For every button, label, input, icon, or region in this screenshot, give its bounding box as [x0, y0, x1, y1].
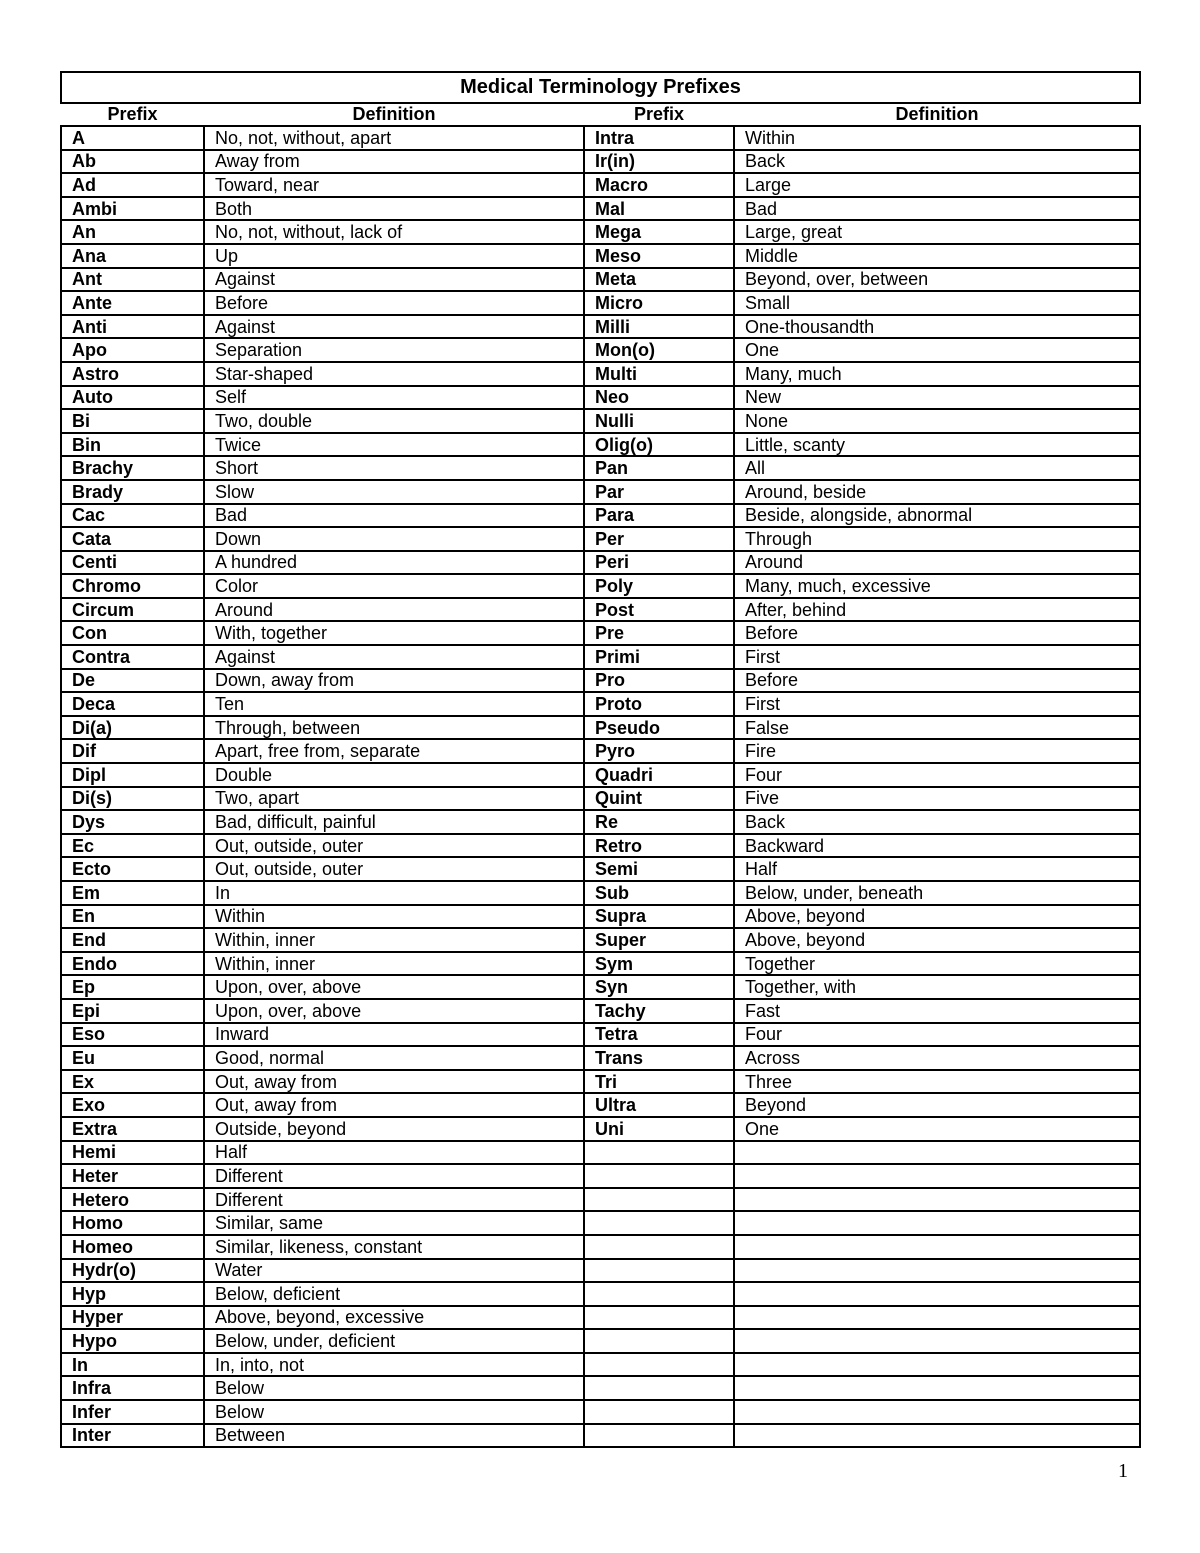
- definition-cell-right: Around: [734, 551, 1140, 575]
- table-row: [61, 928, 1140, 952]
- page-number: 1: [1118, 1460, 1128, 1482]
- definition-cell-right: [734, 1306, 1140, 1330]
- prefix-cell-left: Inter: [61, 1424, 204, 1448]
- definition-cell-left: Star-shaped: [204, 362, 584, 386]
- prefix-cell-left: Infra: [61, 1376, 204, 1400]
- prefix-cell-left: Hyp: [61, 1282, 204, 1306]
- prefix-cell-left: Ant: [61, 268, 204, 292]
- definition-cell-right: Fire: [734, 739, 1140, 763]
- definition-cell-left: Good, normal: [204, 1046, 584, 1070]
- table-row: [61, 1164, 1140, 1188]
- prefix-cell-left: Brachy: [61, 456, 204, 480]
- definition-cell-right: First: [734, 645, 1140, 669]
- table-row: [61, 386, 1140, 410]
- table-row: [61, 527, 1140, 551]
- table-row: [61, 598, 1140, 622]
- definition-cell-right: Large, great: [734, 220, 1140, 244]
- table-row: [61, 574, 1140, 598]
- prefix-cell-right: [584, 1306, 734, 1330]
- table-row: [61, 739, 1140, 763]
- table-row: [61, 692, 1140, 716]
- prefix-cell-left: A: [61, 126, 204, 150]
- prefix-cell-left: Ecto: [61, 857, 204, 881]
- definition-cell-right: Many, much: [734, 362, 1140, 386]
- prefix-cell-left: Cac: [61, 504, 204, 528]
- definition-cell-left: Upon, over, above: [204, 999, 584, 1023]
- table-row: [61, 244, 1140, 268]
- header-prefix-right: Prefix: [633, 104, 685, 124]
- definition-cell-left: In, into, not: [204, 1353, 584, 1377]
- table-row: [61, 1376, 1140, 1400]
- prefix-cell-right: Per: [584, 527, 734, 551]
- table-row: [61, 1329, 1140, 1353]
- definition-cell-left: Half: [204, 1141, 584, 1165]
- prefix-cell-left: End: [61, 928, 204, 952]
- header-definition-right: Definition: [895, 104, 979, 124]
- definition-cell-left: No, not, without, apart: [204, 126, 584, 150]
- table-row: [61, 1235, 1140, 1259]
- definition-cell-left: Against: [204, 645, 584, 669]
- prefixes-table: [60, 104, 1141, 1448]
- prefix-cell-left: Hyper: [61, 1306, 204, 1330]
- prefix-cell-right: Mal: [584, 197, 734, 221]
- prefix-cell-left: Dys: [61, 810, 204, 834]
- prefix-cell-left: Ex: [61, 1070, 204, 1094]
- definition-cell-right: New: [734, 386, 1140, 410]
- prefix-cell-left: Hetero: [61, 1188, 204, 1212]
- definition-cell-left: Different: [204, 1164, 584, 1188]
- definition-cell-left: Different: [204, 1188, 584, 1212]
- prefix-cell-right: [584, 1235, 734, 1259]
- definition-cell-left: Out, outside, outer: [204, 857, 584, 881]
- table-row: [61, 1046, 1140, 1070]
- table-row: [61, 315, 1140, 339]
- definition-cell-right: Back: [734, 150, 1140, 174]
- prefix-cell-left: Ana: [61, 244, 204, 268]
- prefix-cell-left: Astro: [61, 362, 204, 386]
- definition-cell-right: Beyond, over, between: [734, 268, 1140, 292]
- definition-cell-right: One-thousandth: [734, 315, 1140, 339]
- prefix-cell-left: Dipl: [61, 763, 204, 787]
- prefix-cell-left: Di(a): [61, 716, 204, 740]
- definition-cell-left: Below: [204, 1400, 584, 1424]
- prefix-cell-left: Di(s): [61, 787, 204, 811]
- table-row: [61, 1093, 1140, 1117]
- prefix-cell-right: [584, 1424, 734, 1448]
- definition-cell-right: Fast: [734, 999, 1140, 1023]
- prefix-cell-right: Pro: [584, 669, 734, 693]
- table-row: [61, 952, 1140, 976]
- prefix-cell-right: Pre: [584, 621, 734, 645]
- definition-cell-right: Small: [734, 291, 1140, 315]
- table-row: [61, 456, 1140, 480]
- table-row: [61, 621, 1140, 645]
- prefix-cell-left: De: [61, 669, 204, 693]
- prefix-cell-right: Quadri: [584, 763, 734, 787]
- prefix-cell-right: Sub: [584, 881, 734, 905]
- definition-cell-right: Little, scanty: [734, 433, 1140, 457]
- prefix-cell-left: Ab: [61, 150, 204, 174]
- table-row: [61, 857, 1140, 881]
- definition-cell-left: Self: [204, 386, 584, 410]
- prefix-cell-left: Hypo: [61, 1329, 204, 1353]
- prefix-cell-right: Nulli: [584, 409, 734, 433]
- prefix-cell-right: [584, 1400, 734, 1424]
- header-row: [61, 104, 1140, 126]
- prefix-cell-right: Mon(o): [584, 338, 734, 362]
- definition-cell-right: [734, 1424, 1140, 1448]
- definition-cell-left: Similar, likeness, constant: [204, 1235, 584, 1259]
- table-row: [61, 975, 1140, 999]
- table-body: [61, 126, 1140, 1447]
- definition-cell-right: All: [734, 456, 1140, 480]
- prefix-cell-left: Em: [61, 881, 204, 905]
- prefix-cell-left: Eso: [61, 1023, 204, 1047]
- prefix-cell-left: Dif: [61, 739, 204, 763]
- table-row: [61, 905, 1140, 929]
- table-row: [61, 1306, 1140, 1330]
- prefix-cell-right: [584, 1353, 734, 1377]
- table-row: [61, 1070, 1140, 1094]
- definition-cell-left: Separation: [204, 338, 584, 362]
- prefix-cell-right: Proto: [584, 692, 734, 716]
- definition-cell-right: Around, beside: [734, 480, 1140, 504]
- definition-cell-left: Below, under, deficient: [204, 1329, 584, 1353]
- prefix-cell-left: Ambi: [61, 197, 204, 221]
- prefix-cell-right: Olig(o): [584, 433, 734, 457]
- prefix-cell-right: Ultra: [584, 1093, 734, 1117]
- table-row: [61, 1424, 1140, 1448]
- prefix-cell-right: Par: [584, 480, 734, 504]
- definition-cell-left: Away from: [204, 150, 584, 174]
- definition-cell-right: [734, 1376, 1140, 1400]
- definition-cell-left: Within, inner: [204, 952, 584, 976]
- table-row: [61, 1259, 1140, 1283]
- prefix-sheet: [60, 71, 1141, 1448]
- definition-cell-left: Two, apart: [204, 787, 584, 811]
- prefix-cell-left: Hydr(o): [61, 1259, 204, 1283]
- table-row: [61, 1023, 1140, 1047]
- definition-cell-right: [734, 1235, 1140, 1259]
- definition-cell-right: Through: [734, 527, 1140, 551]
- table-row: [61, 1117, 1140, 1141]
- prefix-cell-left: Homeo: [61, 1235, 204, 1259]
- table-row: [61, 291, 1140, 315]
- definition-cell-left: Within: [204, 905, 584, 929]
- table-row: [61, 362, 1140, 386]
- definition-cell-right: [734, 1211, 1140, 1235]
- prefix-cell-right: Post: [584, 598, 734, 622]
- table-row: [61, 197, 1140, 221]
- definition-cell-right: One: [734, 338, 1140, 362]
- prefix-cell-left: Contra: [61, 645, 204, 669]
- prefix-cell-right: Retro: [584, 834, 734, 858]
- definition-cell-left: Within, inner: [204, 928, 584, 952]
- prefix-cell-right: Supra: [584, 905, 734, 929]
- definition-cell-left: Color: [204, 574, 584, 598]
- table-row: [61, 433, 1140, 457]
- definition-cell-left: Down: [204, 527, 584, 551]
- definition-cell-left: Similar, same: [204, 1211, 584, 1235]
- definition-cell-left: Against: [204, 268, 584, 292]
- definition-cell-left: Down, away from: [204, 669, 584, 693]
- prefix-cell-left: Homo: [61, 1211, 204, 1235]
- prefix-cell-left: Ad: [61, 173, 204, 197]
- definition-cell-left: In: [204, 881, 584, 905]
- table-row: [61, 1188, 1140, 1212]
- table-row: [61, 150, 1140, 174]
- prefix-cell-right: Neo: [584, 386, 734, 410]
- prefix-cell-left: In: [61, 1353, 204, 1377]
- definition-cell-left: Between: [204, 1424, 584, 1448]
- definition-cell-left: No, not, without, lack of: [204, 220, 584, 244]
- prefix-cell-right: [584, 1259, 734, 1283]
- definition-cell-left: Bad: [204, 504, 584, 528]
- prefix-cell-left: Circum: [61, 598, 204, 622]
- definition-cell-left: Below: [204, 1376, 584, 1400]
- table-row: [61, 716, 1140, 740]
- prefix-cell-left: Ec: [61, 834, 204, 858]
- definition-cell-right: Before: [734, 669, 1140, 693]
- definition-cell-right: [734, 1400, 1140, 1424]
- prefix-cell-left: Auto: [61, 386, 204, 410]
- prefix-cell-left: Endo: [61, 952, 204, 976]
- table-row: [61, 881, 1140, 905]
- prefix-cell-left: Deca: [61, 692, 204, 716]
- definition-cell-right: One: [734, 1117, 1140, 1141]
- table-row: [61, 409, 1140, 433]
- prefix-cell-right: Trans: [584, 1046, 734, 1070]
- prefix-cell-left: Con: [61, 621, 204, 645]
- prefix-cell-left: Bin: [61, 433, 204, 457]
- prefix-cell-right: Tetra: [584, 1023, 734, 1047]
- prefix-cell-right: Milli: [584, 315, 734, 339]
- prefix-cell-left: Cata: [61, 527, 204, 551]
- table-row: [61, 1211, 1140, 1235]
- prefix-cell-left: Anti: [61, 315, 204, 339]
- definition-cell-right: [734, 1329, 1140, 1353]
- prefix-cell-right: Primi: [584, 645, 734, 669]
- prefix-cell-left: Bi: [61, 409, 204, 433]
- prefix-cell-right: Micro: [584, 291, 734, 315]
- table-row: [61, 1400, 1140, 1424]
- prefix-cell-right: Tachy: [584, 999, 734, 1023]
- table-row: [61, 268, 1140, 292]
- definition-cell-right: None: [734, 409, 1140, 433]
- definition-cell-left: Bad, difficult, painful: [204, 810, 584, 834]
- definition-cell-right: [734, 1353, 1140, 1377]
- definition-cell-left: Ten: [204, 692, 584, 716]
- definition-cell-left: Toward, near: [204, 173, 584, 197]
- prefix-cell-left: Infer: [61, 1400, 204, 1424]
- definition-cell-right: [734, 1282, 1140, 1306]
- definition-cell-left: A hundred: [204, 551, 584, 575]
- definition-cell-left: Inward: [204, 1023, 584, 1047]
- header-definition-left: Definition: [352, 104, 436, 124]
- definition-cell-left: Twice: [204, 433, 584, 457]
- table-row: [61, 338, 1140, 362]
- definition-cell-right: Above, beyond: [734, 905, 1140, 929]
- definition-cell-right: Four: [734, 763, 1140, 787]
- prefix-cell-right: [584, 1211, 734, 1235]
- definition-cell-right: Five: [734, 787, 1140, 811]
- definition-cell-right: Middle: [734, 244, 1140, 268]
- definition-cell-right: First: [734, 692, 1140, 716]
- table-row: [61, 551, 1140, 575]
- definition-cell-left: Against: [204, 315, 584, 339]
- definition-cell-left: Below, deficient: [204, 1282, 584, 1306]
- definition-cell-right: Across: [734, 1046, 1140, 1070]
- definition-cell-left: Two, double: [204, 409, 584, 433]
- prefix-cell-right: Re: [584, 810, 734, 834]
- prefix-cell-right: [584, 1282, 734, 1306]
- definition-cell-left: Through, between: [204, 716, 584, 740]
- prefix-cell-right: Uni: [584, 1117, 734, 1141]
- prefix-cell-right: Meta: [584, 268, 734, 292]
- table-row: [61, 220, 1140, 244]
- definition-cell-left: Around: [204, 598, 584, 622]
- prefix-cell-right: Macro: [584, 173, 734, 197]
- table-row: [61, 1282, 1140, 1306]
- definition-cell-left: Outside, beyond: [204, 1117, 584, 1141]
- table-row: [61, 1141, 1140, 1165]
- definition-cell-right: Beside, alongside, abnormal: [734, 504, 1140, 528]
- definition-cell-right: Above, beyond: [734, 928, 1140, 952]
- prefix-cell-right: [584, 1376, 734, 1400]
- prefix-cell-right: Multi: [584, 362, 734, 386]
- table-row: [61, 999, 1140, 1023]
- prefix-cell-right: Super: [584, 928, 734, 952]
- definition-cell-right: Together: [734, 952, 1140, 976]
- prefix-cell-right: Syn: [584, 975, 734, 999]
- definition-cell-left: Up: [204, 244, 584, 268]
- table-row: [61, 480, 1140, 504]
- prefix-cell-right: Ir(in): [584, 150, 734, 174]
- definition-cell-right: Half: [734, 857, 1140, 881]
- table-row: [61, 787, 1140, 811]
- prefix-cell-right: Mega: [584, 220, 734, 244]
- definition-cell-left: Both: [204, 197, 584, 221]
- prefix-cell-left: Extra: [61, 1117, 204, 1141]
- definition-cell-left: Above, beyond, excessive: [204, 1306, 584, 1330]
- definition-cell-right: False: [734, 716, 1140, 740]
- definition-cell-left: Upon, over, above: [204, 975, 584, 999]
- definition-cell-right: [734, 1141, 1140, 1165]
- definition-cell-right: Beyond: [734, 1093, 1140, 1117]
- prefix-cell-left: Heter: [61, 1164, 204, 1188]
- prefix-cell-right: Intra: [584, 126, 734, 150]
- prefix-cell-right: Pseudo: [584, 716, 734, 740]
- prefix-cell-left: Centi: [61, 551, 204, 575]
- prefix-cell-right: [584, 1141, 734, 1165]
- prefix-cell-right: Peri: [584, 551, 734, 575]
- definition-cell-left: Slow: [204, 480, 584, 504]
- prefix-cell-left: Chromo: [61, 574, 204, 598]
- prefix-cell-left: Eu: [61, 1046, 204, 1070]
- prefix-cell-right: Sym: [584, 952, 734, 976]
- definition-cell-right: [734, 1164, 1140, 1188]
- definition-cell-right: Below, under, beneath: [734, 881, 1140, 905]
- table-row: [61, 763, 1140, 787]
- prefix-cell-left: Exo: [61, 1093, 204, 1117]
- prefix-cell-left: En: [61, 905, 204, 929]
- prefix-cell-right: Poly: [584, 574, 734, 598]
- prefix-cell-right: Meso: [584, 244, 734, 268]
- definition-cell-right: Three: [734, 1070, 1140, 1094]
- prefix-cell-left: Brady: [61, 480, 204, 504]
- definition-cell-right: Back: [734, 810, 1140, 834]
- definition-cell-right: [734, 1188, 1140, 1212]
- table-row: [61, 1353, 1140, 1377]
- definition-cell-right: Many, much, excessive: [734, 574, 1140, 598]
- definition-cell-left: Water: [204, 1259, 584, 1283]
- prefix-cell-right: Pyro: [584, 739, 734, 763]
- prefix-cell-left: An: [61, 220, 204, 244]
- prefix-cell-left: Hemi: [61, 1141, 204, 1165]
- definition-cell-right: Four: [734, 1023, 1140, 1047]
- header-prefix-left: Prefix: [107, 104, 158, 124]
- prefix-cell-right: Para: [584, 504, 734, 528]
- prefix-cell-right: Semi: [584, 857, 734, 881]
- table-row: [61, 669, 1140, 693]
- definition-cell-left: Out, away from: [204, 1093, 584, 1117]
- prefix-cell-left: Ep: [61, 975, 204, 999]
- definition-cell-right: Large: [734, 173, 1140, 197]
- prefix-cell-left: Ante: [61, 291, 204, 315]
- definition-cell-left: Out, outside, outer: [204, 834, 584, 858]
- prefix-cell-left: Epi: [61, 999, 204, 1023]
- definition-cell-left: Before: [204, 291, 584, 315]
- definition-cell-right: [734, 1259, 1140, 1283]
- table-title: Medical Terminology Prefixes: [60, 71, 1141, 104]
- definition-cell-left: Short: [204, 456, 584, 480]
- definition-cell-right: Bad: [734, 197, 1140, 221]
- prefix-cell-right: Tri: [584, 1070, 734, 1094]
- prefix-cell-left: Apo: [61, 338, 204, 362]
- table-row: [61, 173, 1140, 197]
- prefix-cell-right: [584, 1164, 734, 1188]
- definition-cell-right: Within: [734, 126, 1140, 150]
- prefix-cell-right: Quint: [584, 787, 734, 811]
- definition-cell-right: Before: [734, 621, 1140, 645]
- prefix-cell-right: [584, 1329, 734, 1353]
- table-row: [61, 645, 1140, 669]
- table-row: [61, 504, 1140, 528]
- definition-cell-right: After, behind: [734, 598, 1140, 622]
- definition-cell-right: Backward: [734, 834, 1140, 858]
- definition-cell-left: Apart, free from, separate: [204, 739, 584, 763]
- definition-cell-right: Together, with: [734, 975, 1140, 999]
- definition-cell-left: Double: [204, 763, 584, 787]
- table-row: [61, 834, 1140, 858]
- definition-cell-left: Out, away from: [204, 1070, 584, 1094]
- table-row: [61, 810, 1140, 834]
- definition-cell-left: With, together: [204, 621, 584, 645]
- table-row: [61, 126, 1140, 150]
- prefix-cell-right: Pan: [584, 456, 734, 480]
- prefix-cell-right: [584, 1188, 734, 1212]
